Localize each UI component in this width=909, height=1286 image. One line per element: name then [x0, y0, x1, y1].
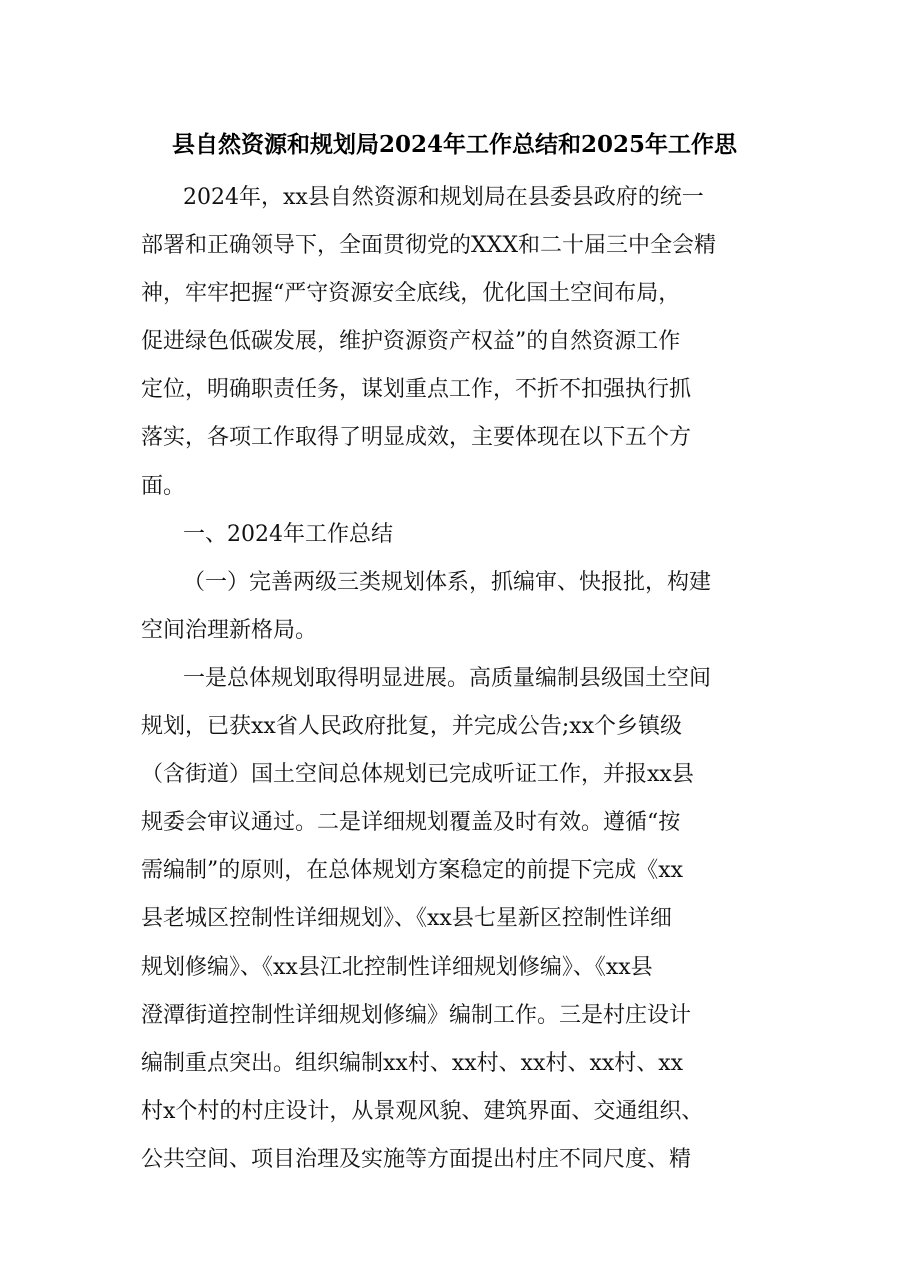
body-line: 2024年，xx县自然资源和规划局在县委县政府的统一: [183, 185, 704, 210]
body-line: 需编制”的原则，在总体规划方案稳定的前提下完成《xx: [141, 858, 684, 884]
body-line: 规委会审议通过。二是详细规划覆盖及时有效。遵循“按: [141, 810, 681, 836]
body-line: 神，牢牢把握“严守资源安全底线，优化国土空间布局，: [141, 281, 681, 307]
body-line: 定位，明确职责任务，谋划重点工作，不折不扣强执行抓: [141, 377, 692, 403]
body-line: 规划，已获xx省人民政府批复，并完成公告;xx个乡镇级: [141, 714, 683, 740]
document-body: [141, 174, 767, 1184]
body-line: 落实，各项工作取得了明显成效，主要体现在以下五个方: [141, 425, 692, 451]
body-line: 公共空间、项目治理及实施等方面提出村庄不同尺度、精: [141, 1146, 692, 1172]
body-line: 澄潭街道控制性详细规划修编》编制工作。三是村庄设计: [141, 1002, 692, 1028]
body-line: 部署和正确领导下，全面贯彻党的XXX和二十届三中全会精: [141, 233, 716, 259]
body-line: 县老城区控制性详细规划》、《xx县七星新区控制性详细: [141, 906, 672, 932]
body-line: 村x个村的村庄设计，从景观风貌、建筑界面、交通组织、: [141, 1098, 704, 1124]
body-line: 一、2024年工作总结: [183, 521, 393, 547]
body-line: 促进绿色低碳发展，维护资源资产权益”的自然资源工作: [141, 329, 681, 355]
body-line: （一）完善两级三类规划体系，抓编审、快报批，构建: [183, 569, 712, 595]
body-line: （含街道）国土空间总体规划已完成听证工作，并报xx县: [141, 762, 694, 788]
body-line: 编制重点突出。组织编制xx村、xx村、xx村、xx村、xx: [141, 1050, 684, 1076]
body-line: 规划修编》、《xx县江北控制性详细规划修编》、《xx县: [141, 954, 653, 980]
document-title: 县自然资源和规划局2024年工作总结和2025年工作思: [171, 131, 738, 158]
body-line: 面。: [141, 473, 186, 499]
body-line: 一是总体规划取得明显进展。高质量编制县级国土空间: [183, 665, 712, 691]
body-line: 空间治理新格局。: [141, 617, 318, 643]
